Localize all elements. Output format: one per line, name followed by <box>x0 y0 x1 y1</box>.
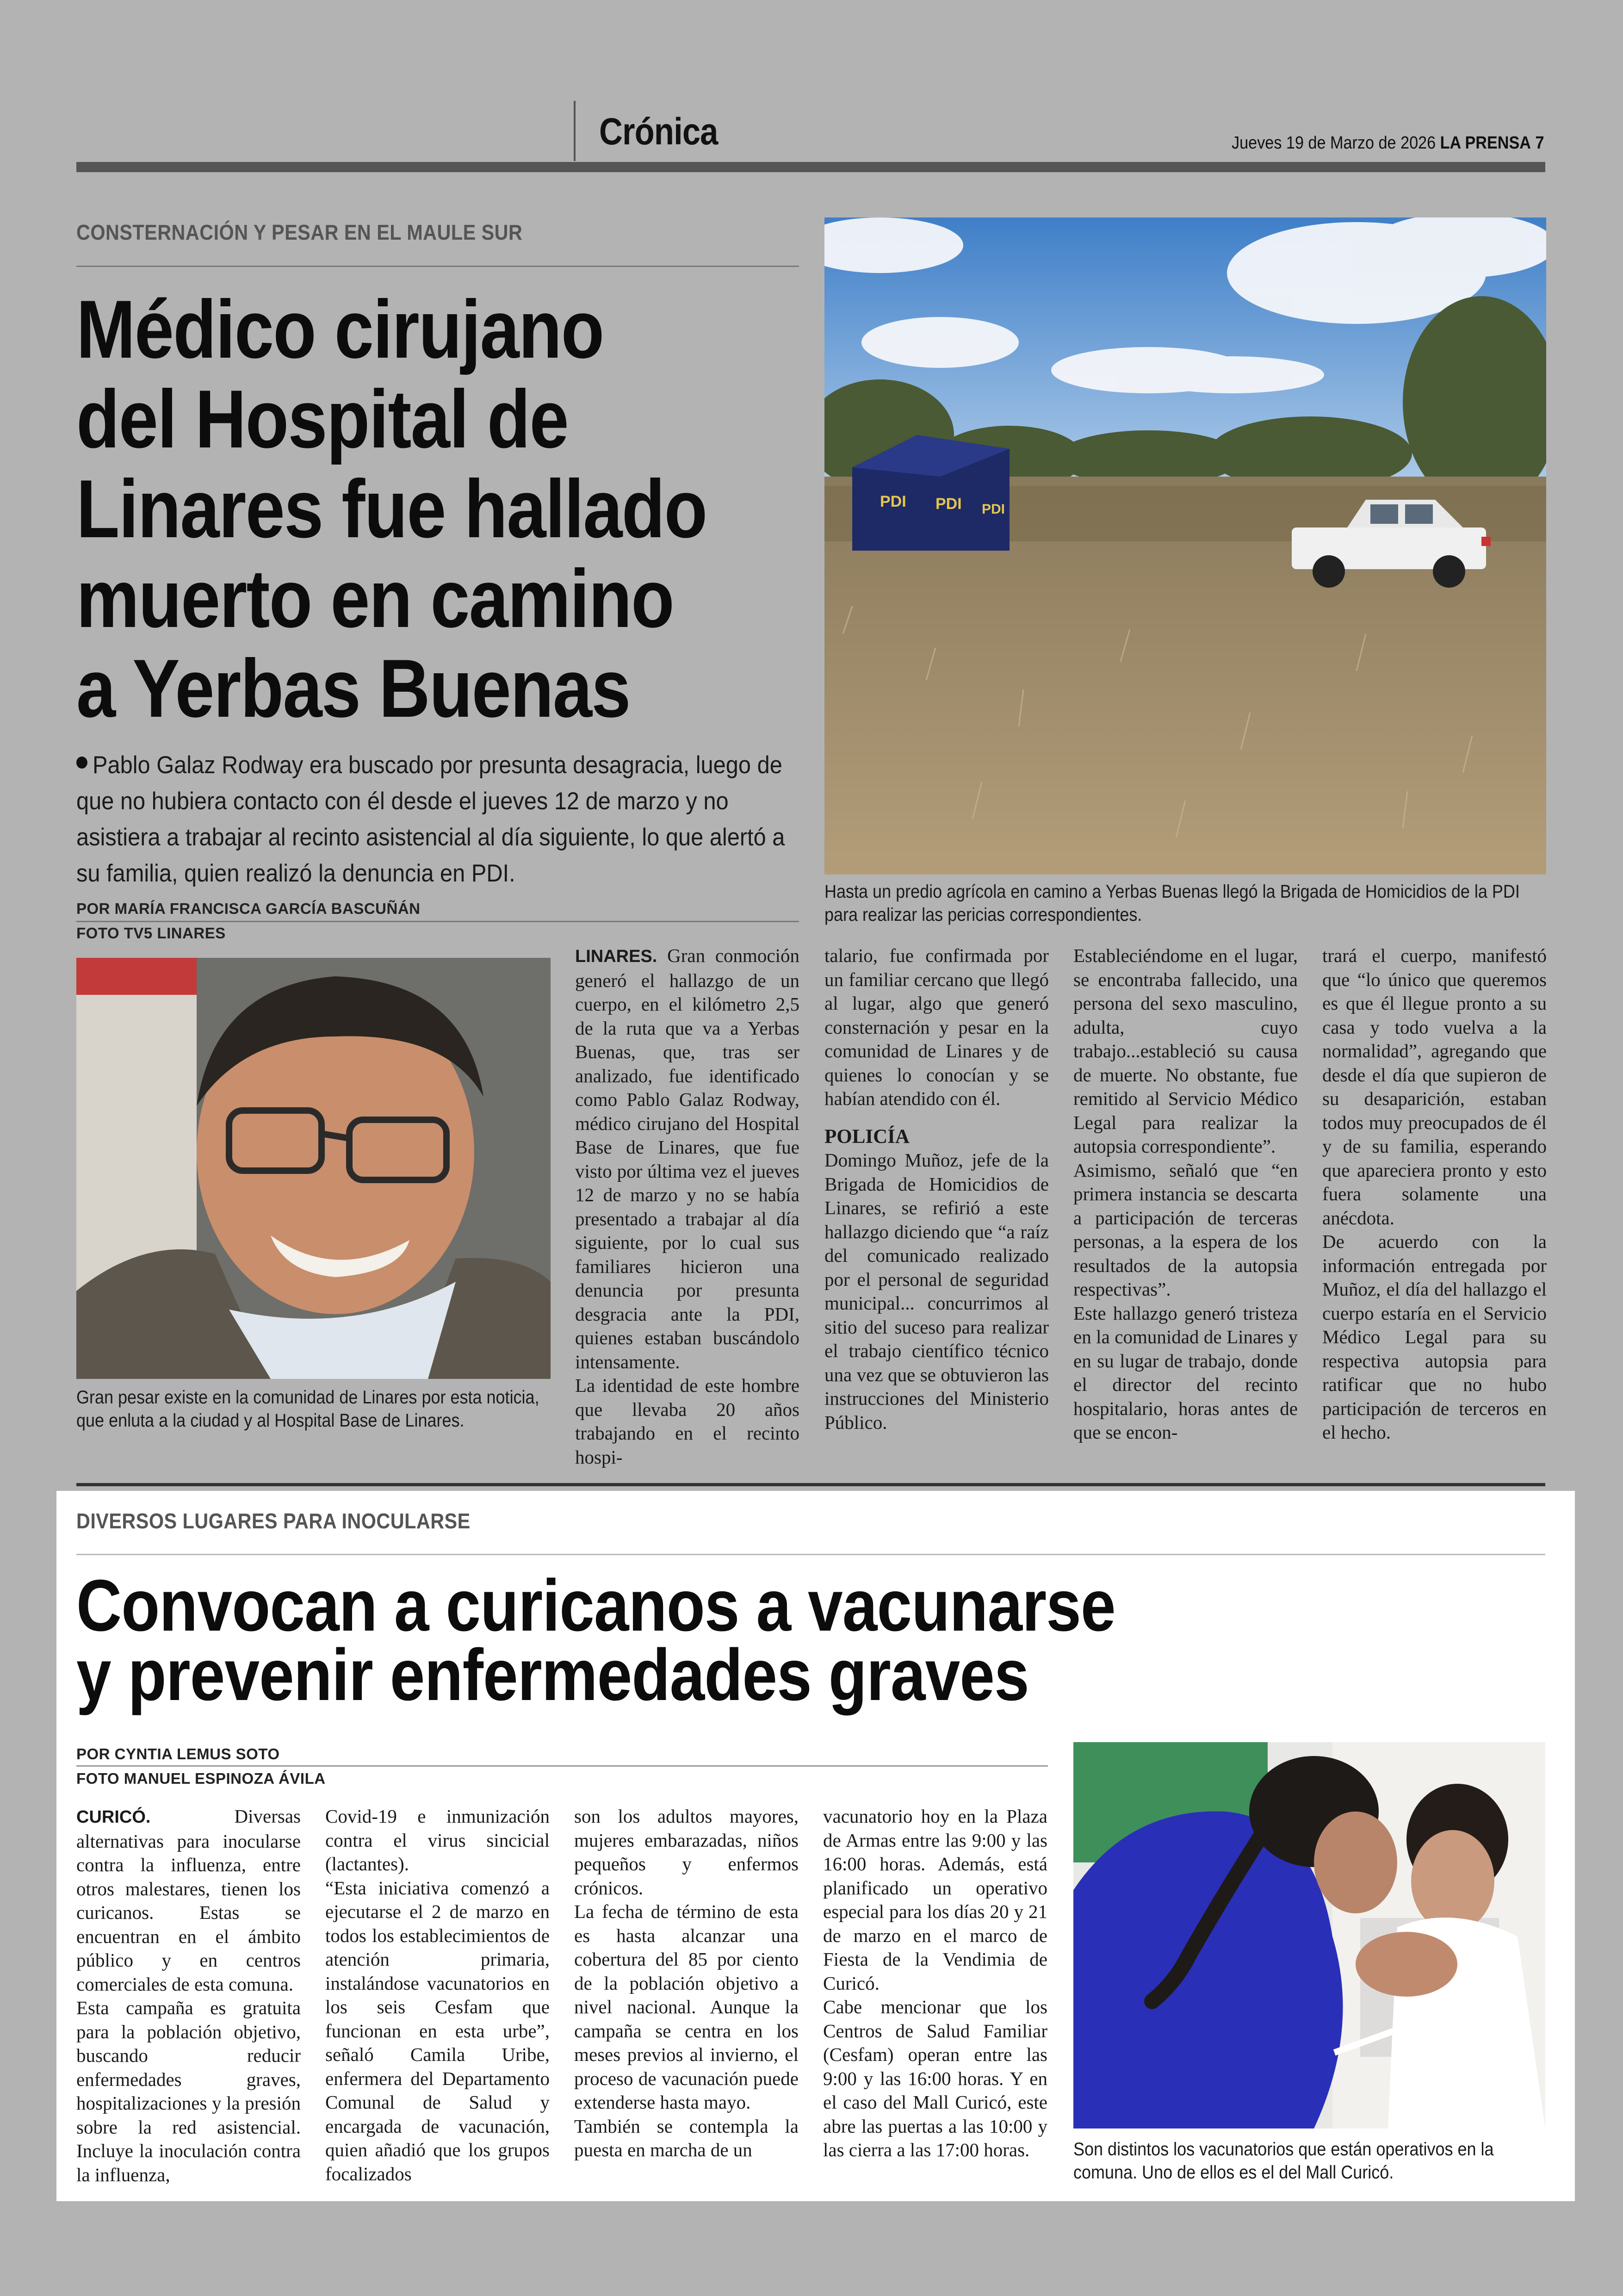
doctor-portrait <box>76 958 551 1379</box>
article1-kicker: CONSTERNACIÓN Y PESAR EN EL MAULE SUR <box>76 220 523 244</box>
subheading: POLICÍA <box>824 1125 910 1148</box>
portrait-caption: Gran pesar existe en la comunidad de Linares por esta noticia, que enluta a la ciudad y al Hospital Base de Linares. <box>76 1387 539 1431</box>
tent-label: PDI <box>880 493 906 510</box>
page-number: 7 <box>1535 133 1544 153</box>
headline-line: Convocan a curicanos a vacunarse <box>76 1565 1115 1646</box>
page-header-info <box>1232 133 1544 153</box>
tent-label: PDI <box>935 495 962 513</box>
body-paragraph: También se contempla la puesta en marcha de un <box>574 2115 799 2160</box>
article2-column-4 <box>823 1805 1047 2162</box>
article2-headline <box>76 1565 1190 1716</box>
article2-photo-credit: FOTO MANUEL ESPINOZA ÁVILA <box>76 1770 326 1787</box>
body-paragraph: son los adultos mayores, mujeres embarazadas, niños pequeños y enfermos crónicos. <box>574 1806 799 1899</box>
field-photo <box>824 217 1546 875</box>
article1-column-2 <box>824 944 1049 1434</box>
article1-headline <box>76 285 713 733</box>
patient-face <box>1411 1830 1494 1932</box>
tent-label: PDI <box>982 502 1005 517</box>
body-paragraph: Covid-19 e inmunización contra el virus sincicial (lactantes). <box>325 1806 550 1874</box>
body-paragraph: Este hallazgo generó tristeza en la comunidad de Linares y en su lugar de trabajo, donde el director del recinto hospitalario, horas antes de que se encon- <box>1073 1302 1298 1443</box>
body-paragraph: La identidad de este hombre que llevaba 20 años trabajando en el recinto hospi- <box>575 1375 799 1468</box>
body-paragraph: Asimismo, señaló que “en primera instancia se descarta a participación de terceras personas, a la espera de los resultados de la autopsia respectivas”. <box>1073 1159 1298 1300</box>
body-paragraph: Diversas alternativas para inocularse contra la influenza, entre otros malestares, tienen los curicanos. Estas se encuentran en el ámbito público y en centros comerciales de esta comuna. <box>76 1806 301 1995</box>
article1-lead <box>76 747 806 892</box>
article2-column-2 <box>325 1805 550 2186</box>
arm <box>1356 1932 1457 1997</box>
vaccination-photo <box>1073 1742 1545 2128</box>
body-paragraph: vacunatorio hoy en la Plaza de Armas entre las 9:00 y las 16:00 horas. Además, está planificado un operativo especial para los días 20 y 21 de marzo en el marco de Fiesta de la Vendimia de Curicó. <box>823 1806 1047 1994</box>
kicker-rule <box>76 266 799 267</box>
dateline: CURICÓ. <box>76 1807 151 1827</box>
byline-rule <box>76 921 799 922</box>
article2-column-1 <box>76 1805 301 2187</box>
headline-line: a Yerbas Buenas <box>76 642 630 734</box>
header-rule <box>76 162 1545 172</box>
issue-date: Jueves 19 de Marzo de 2026 <box>1232 133 1436 153</box>
headline-line: y prevenir enfermedades graves <box>76 1634 1029 1716</box>
headline-line: del Hospital de <box>76 373 568 465</box>
headline-line: Médico cirujano <box>76 283 604 375</box>
article1-column-4 <box>1322 944 1547 1445</box>
article2-column-3 <box>574 1805 799 2162</box>
header-divider <box>574 101 576 161</box>
body-paragraph: Esta campaña es gratuita para la población objetivo, buscando reducir enfermedades graves, hospitalizaciones y la presión sobre la red asistencial. Incluye la inoculación contra la influenza, <box>76 1997 301 2185</box>
article1-photo-credit: FOTO TV5 LINARES <box>76 925 226 942</box>
article1-byline: POR MARÍA FRANCISCA GARCÍA BASCUÑÁN <box>76 900 421 917</box>
headline-line: Linares fue hallado <box>76 463 707 555</box>
body-paragraph: Gran conmoción generó el hallazgo de un cuerpo, en el kilómetro 2,5 de la ruta que va a Yerbas Buenas, que, tras ser analizado, fue identificado como Pablo Galaz Rodway, médico cirujano del Hospital Base de Linares, que fue visto por última vez el jueves 12 de marzo y no se había presentado a trabajar al día siguiente, por lo cual sus familiares hicieron una denuncia por presunta desgracia ante la PDI, quienes estaban buscándolo intensamente. <box>575 945 799 1372</box>
article2-kicker: DIVERSOS LUGARES PARA INOCULARSE <box>76 1509 471 1533</box>
headline-line: muerto en camino <box>76 552 674 645</box>
body-paragraph: “Esta iniciativa comenzó a ejecutarse el 2 de marzo en todos los establecimientos de atención primaria, instalándose vacunatorios en los seis Cesfam que funcionan en esta urbe”, señaló Camila Uribe, enfermera del Departamento Comunal de Salud y encargada de vacunación, quien añadió que los grupos focalizados <box>325 1877 550 2184</box>
bullet-icon <box>76 757 87 769</box>
dateline: LINARES. <box>575 947 657 966</box>
body-paragraph: trará el cuerpo, manifestó que “lo único que queremos es que él llegue pronto a su casa y todo vuelva a la normalidad”, agregando que desde el día que supieron de su desaparición, estaban todos muy preocupados de él y de su familia, esperando que apareciera pronto y esto fuera solamente una anécdota. <box>1322 945 1547 1229</box>
kicker-rule <box>76 1554 1545 1555</box>
article1-column-1 <box>575 944 799 1469</box>
article-separator <box>76 1483 1545 1486</box>
body-paragraph: Domingo Muñoz, jefe de la Brigada de Homicidios de Linares, se refirió a este hallazgo diciendo que “a raíz del comunicado realizado por el personal de seguridad municipal... concurrimos al sitio del suceso para realizar el trabajo científico técnico una vez que se obtuvieron las instrucciones del Ministerio Público. <box>824 1149 1049 1433</box>
article1-column-3 <box>1073 944 1298 1445</box>
field-photo-caption: Hasta un predio agrícola en camino a Yerbas Buenas llegó la Brigada de Homicidios de la PDI para realizar las pericias correspondientes. <box>824 881 1520 925</box>
article2-byline: POR CYNTIA LEMUS SOTO <box>76 1745 280 1762</box>
vaccination-photo-caption: Son distintos los vacunatorios que están operativos en la comuna. Uno de ellos es el del Mall Curicó. <box>1073 2139 1494 2183</box>
section-title: Crónica <box>599 111 718 153</box>
body-paragraph: De acuerdo con la información entregada por Muñoz, el día del hallazgo el cuerpo estaría en el Servicio Médico Legal para su respectiva autopsia para ratificar que no hubo participación de terceros en el hecho. <box>1322 1231 1547 1443</box>
newspaper-name: LA PRENSA <box>1440 133 1531 153</box>
lead-text: Pablo Galaz Rodway era buscado por presunta desagracia, luego de que no hubiera contacto con él desde el jueves 12 de marzo y no asistiera a trabajar al recinto asistencial al día siguiente, lo que alertó a su familia, quien realizó la denuncia en PDI. <box>76 751 785 887</box>
body-paragraph: Cabe mencionar que los Centros de Salud Familiar (Cesfam) operan entre las 9:00 y las 16:00 horas. Y en el caso del Mall Curicó, este abre las puertas a las 10:00 y las cierra a las 17:00 horas. <box>823 1996 1047 2160</box>
body-paragraph: Estableciéndome en el lugar, se encontraba fallecido, una persona del sexo masculino, adulta, cuyo trabajo...estableció su causa de muerte. No obstante, fue remitido al Servicio Médico Legal para realizar la autopsia correspondiente”. <box>1073 945 1298 1157</box>
body-paragraph: talario, fue confirmada por un familiar cercano que llegó al lugar, algo que generó consternación y pesar en la comunidad de Linares y de quienes lo conocían y se habían atendido con él. <box>824 945 1049 1109</box>
body-paragraph: La fecha de término de esta es hasta alcanzar una cobertura del 85 por ciento de la población objetivo a nivel nacional. Aunque la campaña se centra en los meses previos al invierno, el proceso de vacunación puede extenderse hasta mayo. <box>574 1901 799 2113</box>
byline-rule <box>76 1765 1048 1767</box>
